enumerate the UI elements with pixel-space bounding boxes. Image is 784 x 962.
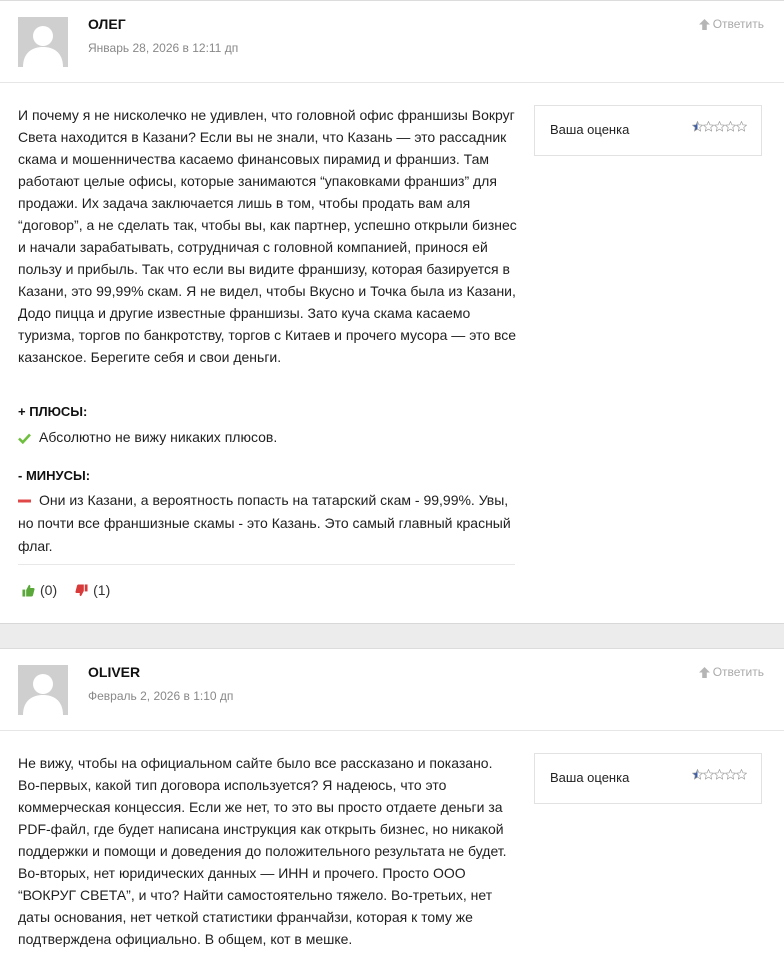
star-empty-icon[interactable] xyxy=(714,121,725,132)
star-empty-icon[interactable] xyxy=(736,769,747,780)
rating-widget xyxy=(534,105,762,156)
star-empty-icon[interactable] xyxy=(703,121,714,132)
avatar xyxy=(18,665,68,715)
divider xyxy=(18,564,515,565)
comment-text: И почему я не нисколечко не удивлен, что головной офис франшизы Вокруг Света находится в Казани? Если вы не знали, что Казань — это рассадник скама и мошенничества касаемо финансовых пирамид и франшиз. Там работают целые офисы, которые занимаются “упаковками франшиз” для продажи. Их задача заключается лишь в том, чтобы продать вам аля “договор”, а не сделать так, чтобы вы, как партнер, успешно открыли бизнес и начали зарабатывать, сотрудничая с головной компанией, принося ей пользу и прибыль. Так что если вы видите франшизу, которая базируется в Казани, это 99,99% скам. Я не видел, чтобы Вкусно и Точка была из Казани, Додо пицца и другие известные франшизы. Зато куча скама касаемо туризма, торгов по банкротству, торгов с Китаев и прочего мусора — это все казанское. Берегите себя и свои деньги. xyxy=(18,107,517,365)
avatar xyxy=(18,17,68,67)
pros-text: Абсолютно не вижу никаких плюсов. xyxy=(39,429,278,445)
star-empty-icon[interactable] xyxy=(725,121,736,132)
author-name[interactable]: OLIVER xyxy=(88,664,141,680)
dislike-button[interactable] xyxy=(75,582,110,598)
star-empty-icon[interactable] xyxy=(703,769,714,780)
reply-label: Ответить xyxy=(712,17,764,31)
comment-date[interactable]: Январь 28, 2026 в 12:11 дп xyxy=(88,41,239,55)
checkmark-icon xyxy=(18,433,31,444)
reply-button[interactable] xyxy=(699,665,764,679)
star-half-icon[interactable] xyxy=(692,121,703,132)
star-empty-icon[interactable] xyxy=(714,769,725,780)
user-silhouette-icon xyxy=(18,17,68,67)
star-rating[interactable] xyxy=(692,121,747,132)
pros-title: + ПЛЮСЫ: xyxy=(18,404,88,419)
cons-text: Они из Казани, а вероятность попасть на татарский скам - 99,99%. Увы, но почти все франшизные скамы - это Казань. Это самый главный красный флаг. xyxy=(18,492,511,554)
thumbs-down-icon xyxy=(75,584,88,597)
comment-oliver xyxy=(0,648,784,962)
star-empty-icon[interactable] xyxy=(736,121,747,132)
like-button[interactable] xyxy=(22,582,57,598)
vote-bar xyxy=(22,582,110,598)
comment-text: Не вижу, чтобы на официальном сайте было все рассказано и показано. Во-первых, какой тип договора используется? Я надеюсь, что это коммерческая концессия. Если же нет, то это вы просто отдаете деньги за PDF-файл, где будет написана инструкция как открыть бизнес, но никакой поддержки и помощи и доведения до положительного результата не будет. Во-вторых, нет юридических данных — ИНН и прочего. Просто ООО “ВОКРУГ СВЕТА”, и что? Найти самостоятельно тяжело. Во-третьих, нет даты основания, нет четкой статистики франчайзи, которая к тому же подтверждена официально. В общем, кот в мешке. xyxy=(18,755,507,947)
rating-label: Ваша оценка xyxy=(550,770,630,785)
user-silhouette-icon xyxy=(18,665,68,715)
pros-item xyxy=(18,426,518,449)
star-half-icon[interactable] xyxy=(692,769,703,780)
rating-label: Ваша оценка xyxy=(550,122,630,137)
like-count: (0) xyxy=(40,582,58,598)
arrow-up-icon xyxy=(699,667,710,678)
comment-header xyxy=(0,1,784,83)
comment-date[interactable]: Февраль 2, 2026 в 1:10 дп xyxy=(88,689,234,703)
minus-icon xyxy=(18,499,31,503)
cons-item xyxy=(18,489,518,558)
author-name[interactable]: ОЛЕГ xyxy=(88,16,126,32)
rating-widget xyxy=(534,753,762,804)
reply-label: Ответить xyxy=(712,665,764,679)
cons-title: - МИНУСЫ: xyxy=(18,468,91,483)
reply-button[interactable] xyxy=(699,17,764,31)
thumbs-up-icon xyxy=(22,584,35,597)
dislike-count: (1) xyxy=(93,582,111,598)
star-empty-icon[interactable] xyxy=(725,769,736,780)
comment-header xyxy=(0,649,784,731)
arrow-up-icon xyxy=(699,19,710,30)
star-rating[interactable] xyxy=(692,769,747,780)
